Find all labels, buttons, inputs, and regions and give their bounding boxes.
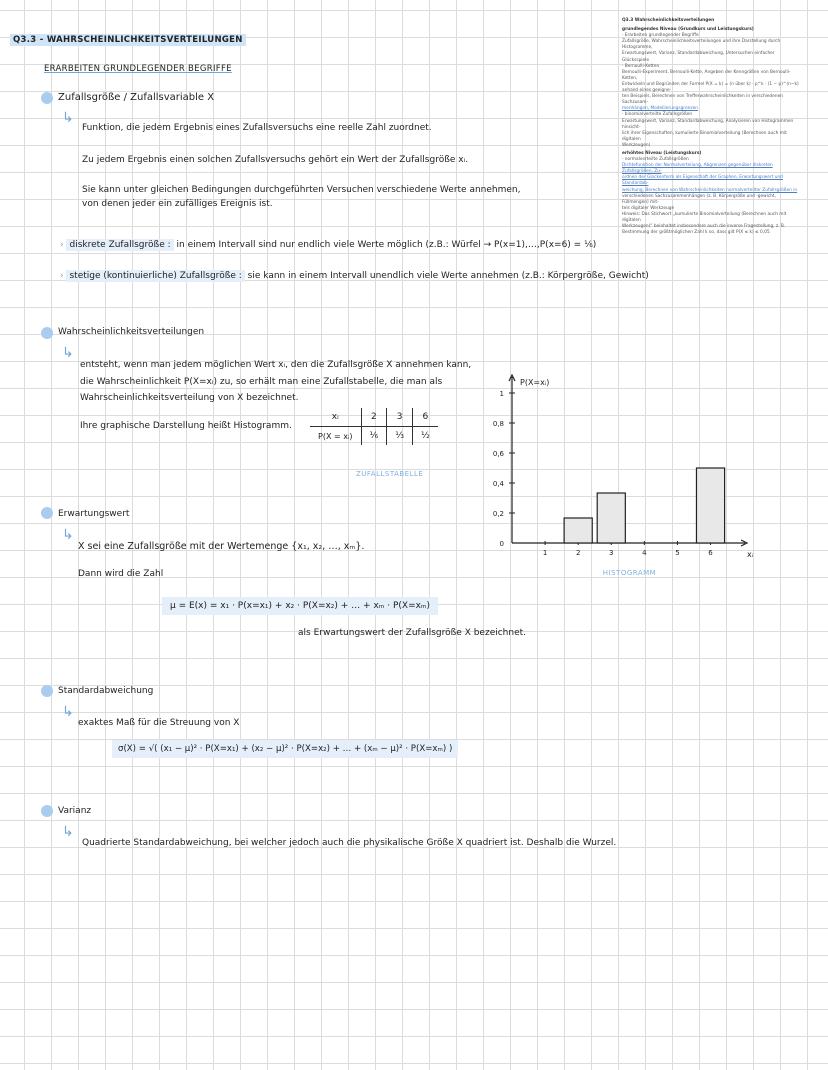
zufallsgroesse-line2: Zu jedem Ergebnis einen solchen Zufallsversuchs gehört ein Wert der Zufallsgröße xᵢ. bbox=[82, 155, 469, 165]
table-x-label: xᵢ bbox=[310, 408, 361, 427]
chevron-right-icon: › bbox=[60, 240, 64, 250]
x-axis-label: xᵢ bbox=[747, 550, 754, 559]
curriculum-line: · Erarbeiten grundlegender Begriffe bbox=[622, 33, 699, 39]
y-axis-label: P(X=xᵢ) bbox=[520, 378, 550, 387]
erwartung-heading: Erwartungswert bbox=[58, 509, 130, 519]
curriculum-line: Dichtefunktion der Normalverteilung, Abgrenzen gegenüber diskreten Zufallsgrößen, Zu- bbox=[622, 163, 773, 175]
curriculum-lines1 bbox=[622, 33, 800, 149]
histogram-chart bbox=[480, 365, 754, 595]
y-tick-label: 1 bbox=[499, 390, 504, 398]
x-tick-label: 2 bbox=[575, 549, 581, 557]
x-tick-label: 3 bbox=[609, 549, 614, 557]
curriculum-line: Werkzeugen) bbox=[622, 142, 651, 148]
x-tick-label: 4 bbox=[642, 549, 647, 557]
zufallsgroesse-def: Funktion, die jedem Ergebnis eines Zufallsversuchs eine reelle Zahl zuordnet. bbox=[82, 123, 432, 133]
y-tick-label: 0,6 bbox=[492, 450, 504, 458]
histogram-bar bbox=[597, 493, 625, 543]
bullet-dot-icon bbox=[41, 327, 53, 339]
varianz-heading: Varianz bbox=[58, 806, 92, 816]
stetig-row bbox=[60, 271, 649, 281]
curriculum-line: · Bernoulli-Ketten bbox=[622, 63, 660, 69]
zufallsgroesse-heading: Zufallsgröße / Zufallsvariable X bbox=[58, 92, 215, 103]
bullet-dot-icon bbox=[41, 805, 53, 817]
histogram-bar bbox=[564, 518, 592, 543]
erwartung-line3: als Erwartungswert der Zufallsgröße X bezeichnet. bbox=[298, 628, 527, 638]
y-tick-label: 0,8 bbox=[492, 420, 504, 428]
curriculum-line: Erwartungswert, Varianz, Standardabweichung, Analysieren von Histogrammen hinsicht- bbox=[622, 118, 794, 130]
zufallsgroesse-line3b: von denen jeder ein zufälliges Ereignis ist. bbox=[82, 199, 273, 209]
verteilung-heading: Wahrscheinlichkeitsverteilungen bbox=[58, 327, 205, 337]
curriculum-box bbox=[622, 18, 800, 236]
diskret-label: diskrete Zufallsgröße : bbox=[66, 239, 173, 251]
histogram-bar bbox=[696, 468, 724, 543]
page-code-title: Q3.3 - WAHRSCHEINLICHKEITSVERTEILUNGEN bbox=[10, 34, 246, 46]
curriculum-level1: grundlegendes Niveau (Grundkurs und Leistungskurs) bbox=[622, 27, 754, 33]
curriculum-line: Zufallsgröße, Wahrscheinlichkeitsverteilungen und ihre Darstellung durch Histogramme, bbox=[622, 39, 781, 51]
curriculum-line: Hinweis: Das Stichwort „kumulierte Binomialverteilung (Berechnen auch mit digitalen bbox=[622, 211, 787, 223]
curriculum-line: verschiedenen Sachzusammenhängen (z. B. Körpergröße und -gewicht, Füllmengen) mit- bbox=[622, 193, 776, 205]
y-tick-label: 0,2 bbox=[492, 510, 504, 518]
curriculum-line: · binomialverteilte Zufallsgrößen bbox=[622, 112, 693, 118]
curriculum-line: Entwickeln und Begründen der Formel P(X = k) = (n über k) · p^k · (1 − p)^(n−k) anhand eines geeigne- bbox=[622, 81, 799, 94]
y-tick-label: 0,4 bbox=[492, 480, 504, 488]
curriculum-line: Bernoulli-Experiment, Bernoulli-Kette, Angeben der Kenngrößen von Bernoulli-Ketten, bbox=[622, 69, 791, 81]
standard-line1: exaktes Maß für die Streuung von X bbox=[78, 718, 240, 728]
corner-arrow-icon: ↳ bbox=[62, 110, 74, 126]
stetig-text: sie kann in einem Intervall unendlich viele Werte annehmen (z.B.: Körpergröße, Gewicht) bbox=[247, 271, 649, 281]
curriculum-line: ordnen der Glockenform als Eigenschaft der Graphen, Erwartungswert und Standardab- bbox=[622, 175, 783, 187]
bullet-dot-icon bbox=[41, 92, 53, 104]
section-title: ERARBEITEN GRUNDLEGENDER BEGRIFFE bbox=[44, 64, 232, 74]
x-tick-label: 5 bbox=[675, 549, 680, 557]
erwartung-formula: μ = E(x) = x₁ · P(x=x₁) + x₂ · P(X=x₂) + … + xₘ · P(X=xₘ) bbox=[162, 597, 438, 615]
zufallsgroesse-line3a: Sie kann unter gleichen Bedingungen durchgeführten Versuchen verschiedene Werte annehmen, bbox=[82, 185, 521, 195]
diskret-row bbox=[60, 240, 596, 250]
verteilung-line2: die Wahrscheinlichkeit P(X=xᵢ) zu, so erhält man eine Zufallstabelle, die man als bbox=[80, 377, 443, 387]
standard-formula: σ(X) = √( (x₁ − μ)² · P(X=x₁) + (x₂ − μ)² · P(X=x₂) + … + (xₘ − μ)² · P(X=xₘ) ) bbox=[112, 740, 458, 758]
curriculum-line: tels digitaler Werkzeuge bbox=[622, 205, 675, 211]
verteilung-line4: Ihre graphische Darstellung heißt Histogramm. bbox=[80, 421, 292, 431]
table-x-cell: 2 bbox=[361, 408, 387, 427]
curriculum-line: Erwartungswert, Varianz, Standardabweichung, Untersuchen einfacher Glücksspiele bbox=[622, 51, 775, 63]
table-x-cell: 3 bbox=[387, 408, 413, 427]
varianz-line1: Quadrierte Standardabweichung, bei welcher jedoch auch die physikalische Größe X quadriert ist. Deshalb die Wurzel. bbox=[82, 838, 617, 848]
curriculum-level2: erhöhtes Niveau (Leistungskurs) bbox=[622, 150, 702, 156]
curriculum-line: ten Beispiels, Berechnen von Trefferwahrscheinlichkeiten in verschiedenen Sachzusam- bbox=[622, 94, 784, 106]
x-tick-label: 1 bbox=[542, 549, 548, 557]
standard-heading: Standardabweichung bbox=[58, 686, 154, 696]
table-p-label: P(X = xᵢ) bbox=[310, 427, 361, 446]
chevron-right-icon: › bbox=[60, 271, 64, 281]
erwartung-line1: X sei eine Zufallsgröße mit der Wertemenge {x₁, x₂, …, xₘ}. bbox=[78, 541, 365, 552]
curriculum-lines2 bbox=[622, 157, 800, 236]
verteilung-line1: entsteht, wenn man jedem möglichen Wert xᵢ, den die Zufallsgröße X annehmen kann, bbox=[80, 360, 472, 370]
curriculum-line: lich ihrer Eigenschaften, kumulierte Binomialverteilung (Berechnen auch mit digitalen bbox=[622, 130, 787, 142]
histogram-caption: HISTOGRAMM bbox=[602, 569, 657, 577]
curriculum-line: weichung, Berechnen von Wahrscheinlichkeiten normalverteilter Zufallsgrößen in bbox=[622, 187, 798, 193]
corner-arrow-icon: ↳ bbox=[62, 527, 74, 543]
corner-arrow-icon: ↳ bbox=[62, 345, 74, 361]
corner-arrow-icon: ↳ bbox=[62, 824, 74, 840]
table-p-cell: ⅓ bbox=[387, 427, 413, 446]
curriculum-title: Q3.3 Wahrscheinlichkeitsverteilungen bbox=[622, 18, 715, 23]
table-p-cell: ⅙ bbox=[361, 427, 387, 446]
table-p-cell: ½ bbox=[420, 431, 430, 441]
bullet-dot-icon bbox=[41, 685, 53, 697]
curriculum-line: Bestimmung der größtmöglichen Zahl k so, dass gilt P(X ≤ k) ≤ 0,05. bbox=[622, 230, 771, 236]
table-caption: ZUFALLSTABELLE bbox=[356, 470, 424, 478]
verteilung-line3: Wahrscheinlichkeitsverteilung von X bezeichnet. bbox=[80, 393, 299, 403]
zufallstabelle bbox=[310, 408, 438, 445]
y-tick-label: 0 bbox=[499, 540, 504, 548]
curriculum-line: · normalverteilte Zufallsgrößen bbox=[622, 157, 689, 163]
diskret-text: in einem Intervall sind nur endlich viele Werte möglich (z.B.: Würfel → P(x=1),…,P(x=6) = ⅙) bbox=[176, 240, 597, 250]
x-tick-label: 6 bbox=[708, 549, 713, 557]
table-x-cell: 6 bbox=[412, 408, 437, 427]
stetig-label: stetige (kontinuierliche) Zufallsgröße : bbox=[66, 270, 244, 282]
erwartung-line2: Dann wird die Zahl bbox=[78, 569, 164, 579]
curriculum-line: menhängen, Modellierungsgrenzen bbox=[622, 106, 698, 112]
corner-arrow-icon: ↳ bbox=[62, 704, 74, 720]
curriculum-line: Werkzeugen)“ beinhaltet insbesondere auch die inverse Fragestellung, z. B. bbox=[622, 224, 786, 230]
bullet-dot-icon bbox=[41, 507, 53, 519]
